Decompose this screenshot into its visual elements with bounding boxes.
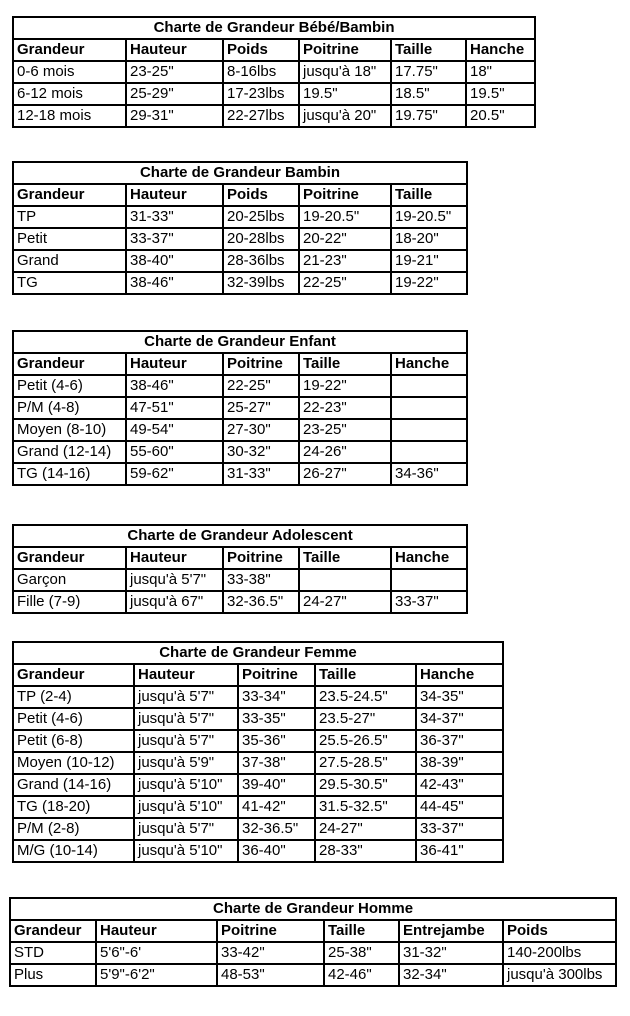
column-header: Grandeur [10, 920, 96, 942]
column-header: Taille [391, 39, 466, 61]
column-header: Poids [503, 920, 616, 942]
table-cell: Petit [13, 228, 126, 250]
table-cell: 33-37" [126, 228, 223, 250]
table-row [13, 105, 535, 127]
table-row [13, 796, 503, 818]
table-cell: Garçon [13, 569, 126, 591]
column-header: Hauteur [126, 39, 223, 61]
table-cell: 19.5" [299, 83, 391, 105]
table-cell: 42-43" [416, 774, 503, 796]
table-cell: jusqu'à 18" [299, 61, 391, 83]
table-cell: 23-25" [299, 419, 391, 441]
table-cell: 27-30" [223, 419, 299, 441]
table-cell: 20.5" [466, 105, 535, 127]
table-cell: 24-26" [299, 441, 391, 463]
table-cell: 25-27" [223, 397, 299, 419]
table-cell: 42-46" [324, 964, 399, 986]
table-cell: M/G (10-14) [13, 840, 134, 862]
table-cell: 26-27" [299, 463, 391, 485]
table-cell: 20-22" [299, 228, 391, 250]
column-header: Taille [315, 664, 416, 686]
table-cell: TP (2-4) [13, 686, 134, 708]
table-cell: Plus [10, 964, 96, 986]
table-cell: 27.5-28.5" [315, 752, 416, 774]
table-cell: 24-27" [299, 591, 391, 613]
table-cell: 30-32" [223, 441, 299, 463]
column-header: Hauteur [134, 664, 238, 686]
table-cell: 25-38" [324, 942, 399, 964]
size-chart-adolescent [12, 524, 468, 614]
table-cell: 39-40" [238, 774, 315, 796]
table-cell: 19-20.5" [391, 206, 467, 228]
table-cell: 22-25" [299, 272, 391, 294]
size-chart-homme [9, 897, 617, 987]
table-cell [299, 569, 391, 591]
table-cell: jusqu'à 5'9" [134, 752, 238, 774]
table-cell: jusqu'à 67" [126, 591, 223, 613]
column-header: Hanche [466, 39, 535, 61]
table-cell: 28-36lbs [223, 250, 299, 272]
table-cell: Grand [13, 250, 126, 272]
column-header: Grandeur [13, 547, 126, 569]
table-cell: 19-21" [391, 250, 467, 272]
table-cell: 31-32" [399, 942, 503, 964]
table-row [10, 942, 616, 964]
table-cell: 29-31" [126, 105, 223, 127]
column-header: Hanche [416, 664, 503, 686]
table-cell: 20-25lbs [223, 206, 299, 228]
table-title: Charte de Grandeur Bambin [13, 162, 467, 184]
table-cell: 21-23" [299, 250, 391, 272]
table-cell: jusqu'à 5'10" [134, 796, 238, 818]
table-cell: 31.5-32.5" [315, 796, 416, 818]
table-cell: jusqu'à 5'7" [134, 708, 238, 730]
table-cell: 33-37" [391, 591, 467, 613]
table-cell: 36-41" [416, 840, 503, 862]
table-cell: Moyen (8-10) [13, 419, 126, 441]
table-cell: 32-34" [399, 964, 503, 986]
size-chart-bebe-bambin [12, 16, 536, 128]
table-row [13, 708, 503, 730]
table-cell: jusqu'à 5'7" [134, 686, 238, 708]
table-cell: jusqu'à 5'7" [134, 730, 238, 752]
table-row [13, 228, 467, 250]
column-header: Entrejambe [399, 920, 503, 942]
table-title: Charte de Grandeur Homme [10, 898, 616, 920]
table-row [10, 964, 616, 986]
column-header: Hanche [391, 353, 467, 375]
table-cell: 35-36" [238, 730, 315, 752]
table-row [13, 375, 467, 397]
table-cell: 19-20.5" [299, 206, 391, 228]
table-row [13, 61, 535, 83]
table-cell: 36-37" [416, 730, 503, 752]
table-cell: Grand (14-16) [13, 774, 134, 796]
table-cell: 5'9"-6'2" [96, 964, 217, 986]
table-cell: 33-37" [416, 818, 503, 840]
table-cell: Moyen (10-12) [13, 752, 134, 774]
table-row [13, 463, 467, 485]
table-row [13, 752, 503, 774]
column-header: Hauteur [126, 184, 223, 206]
table-cell: 55-60" [126, 441, 223, 463]
column-header: Grandeur [13, 184, 126, 206]
table-cell: 37-38" [238, 752, 315, 774]
table-cell: jusqu'à 20" [299, 105, 391, 127]
table-cell: 34-37" [416, 708, 503, 730]
table-cell: P/M (4-8) [13, 397, 126, 419]
table-cell: Petit (4-6) [13, 375, 126, 397]
table-cell: Grand (12-14) [13, 441, 126, 463]
table-cell: STD [10, 942, 96, 964]
table-row [13, 206, 467, 228]
column-header: Poitrine [217, 920, 324, 942]
table-title: Charte de Grandeur Enfant [13, 331, 467, 353]
column-header: Poitrine [299, 184, 391, 206]
table-cell: 8-16lbs [223, 61, 299, 83]
table-row [13, 686, 503, 708]
column-header: Hauteur [126, 547, 223, 569]
size-chart-enfant [12, 330, 468, 486]
table-cell: 33-35" [238, 708, 315, 730]
table-row [13, 569, 467, 591]
table-cell: 38-40" [126, 250, 223, 272]
table-cell: 33-38" [223, 569, 299, 591]
column-header: Poids [223, 39, 299, 61]
table-cell: 48-53" [217, 964, 324, 986]
table-cell: 23.5-24.5" [315, 686, 416, 708]
table-cell: 28-33" [315, 840, 416, 862]
table-cell: 22-27lbs [223, 105, 299, 127]
table-cell: 32-39lbs [223, 272, 299, 294]
column-header: Taille [299, 547, 391, 569]
size-chart-femme [12, 641, 504, 863]
table-title: Charte de Grandeur Bébé/Bambin [13, 17, 535, 39]
table-cell: 24-27" [315, 818, 416, 840]
table-cell: 18" [466, 61, 535, 83]
table-cell: 19.75" [391, 105, 466, 127]
table-cell: 36-40" [238, 840, 315, 862]
table-cell: 33-34" [238, 686, 315, 708]
table-cell: 38-39" [416, 752, 503, 774]
table-cell: Fille (7-9) [13, 591, 126, 613]
size-chart-bambin [12, 161, 468, 295]
table-row [13, 591, 467, 613]
table-cell: 59-62" [126, 463, 223, 485]
table-cell: 18.5" [391, 83, 466, 105]
table-row [13, 730, 503, 752]
table-cell: 34-35" [416, 686, 503, 708]
table-cell: 38-46" [126, 375, 223, 397]
column-header: Grandeur [13, 664, 134, 686]
table-cell: 22-25" [223, 375, 299, 397]
table-cell: 25-29" [126, 83, 223, 105]
column-header: Hauteur [126, 353, 223, 375]
column-header: Taille [324, 920, 399, 942]
table-cell [391, 419, 467, 441]
column-header: Grandeur [13, 39, 126, 61]
table-cell [391, 441, 467, 463]
table-cell: 6-12 mois [13, 83, 126, 105]
table-row [13, 441, 467, 463]
table-cell [391, 397, 467, 419]
table-cell: 31-33" [223, 463, 299, 485]
table-cell [391, 375, 467, 397]
table-row [13, 774, 503, 796]
column-header: Poitrine [299, 39, 391, 61]
table-cell: P/M (2-8) [13, 818, 134, 840]
column-header: Taille [391, 184, 467, 206]
column-header: Poitrine [223, 353, 299, 375]
table-cell: TG (18-20) [13, 796, 134, 818]
table-row [13, 397, 467, 419]
table-cell: 17.75" [391, 61, 466, 83]
column-header: Grandeur [13, 353, 126, 375]
table-cell: 38-46" [126, 272, 223, 294]
table-cell: 34-36" [391, 463, 467, 485]
table-cell: 44-45" [416, 796, 503, 818]
table-cell: 32-36.5" [238, 818, 315, 840]
table-row [13, 419, 467, 441]
table-cell: 17-23lbs [223, 83, 299, 105]
table-cell: 20-28lbs [223, 228, 299, 250]
table-title: Charte de Grandeur Adolescent [13, 525, 467, 547]
table-cell: jusqu'à 300lbs [503, 964, 616, 986]
table-cell: 12-18 mois [13, 105, 126, 127]
table-cell: 19-22" [391, 272, 467, 294]
table-row [13, 250, 467, 272]
table-row [13, 840, 503, 862]
table-cell: jusqu'à 5'7" [134, 818, 238, 840]
table-cell [391, 569, 467, 591]
column-header: Hauteur [96, 920, 217, 942]
table-cell: Petit (4-6) [13, 708, 134, 730]
table-cell: 29.5-30.5" [315, 774, 416, 796]
column-header: Poitrine [223, 547, 299, 569]
column-header: Poids [223, 184, 299, 206]
table-row [13, 818, 503, 840]
table-cell: jusqu'à 5'10" [134, 774, 238, 796]
column-header: Hanche [391, 547, 467, 569]
table-cell: 140-200lbs [503, 942, 616, 964]
table-cell: 33-42" [217, 942, 324, 964]
table-cell: 0-6 mois [13, 61, 126, 83]
table-cell: Petit (6-8) [13, 730, 134, 752]
column-header: Poitrine [238, 664, 315, 686]
table-cell: 49-54" [126, 419, 223, 441]
table-cell: 31-33" [126, 206, 223, 228]
table-cell: 18-20" [391, 228, 467, 250]
table-cell: 32-36.5" [223, 591, 299, 613]
table-row [13, 83, 535, 105]
table-cell: 19.5" [466, 83, 535, 105]
table-cell: 41-42" [238, 796, 315, 818]
table-cell: 23.5-27" [315, 708, 416, 730]
table-cell: 5'6"-6' [96, 942, 217, 964]
column-header: Taille [299, 353, 391, 375]
table-cell: jusqu'à 5'7" [126, 569, 223, 591]
table-cell: 19-22" [299, 375, 391, 397]
table-cell: TG (14-16) [13, 463, 126, 485]
table-cell: 23-25" [126, 61, 223, 83]
table-cell: 47-51" [126, 397, 223, 419]
table-cell: 22-23" [299, 397, 391, 419]
table-cell: jusqu'à 5'10" [134, 840, 238, 862]
table-title: Charte de Grandeur Femme [13, 642, 503, 664]
table-cell: TP [13, 206, 126, 228]
table-cell: TG [13, 272, 126, 294]
table-row [13, 272, 467, 294]
table-cell: 25.5-26.5" [315, 730, 416, 752]
